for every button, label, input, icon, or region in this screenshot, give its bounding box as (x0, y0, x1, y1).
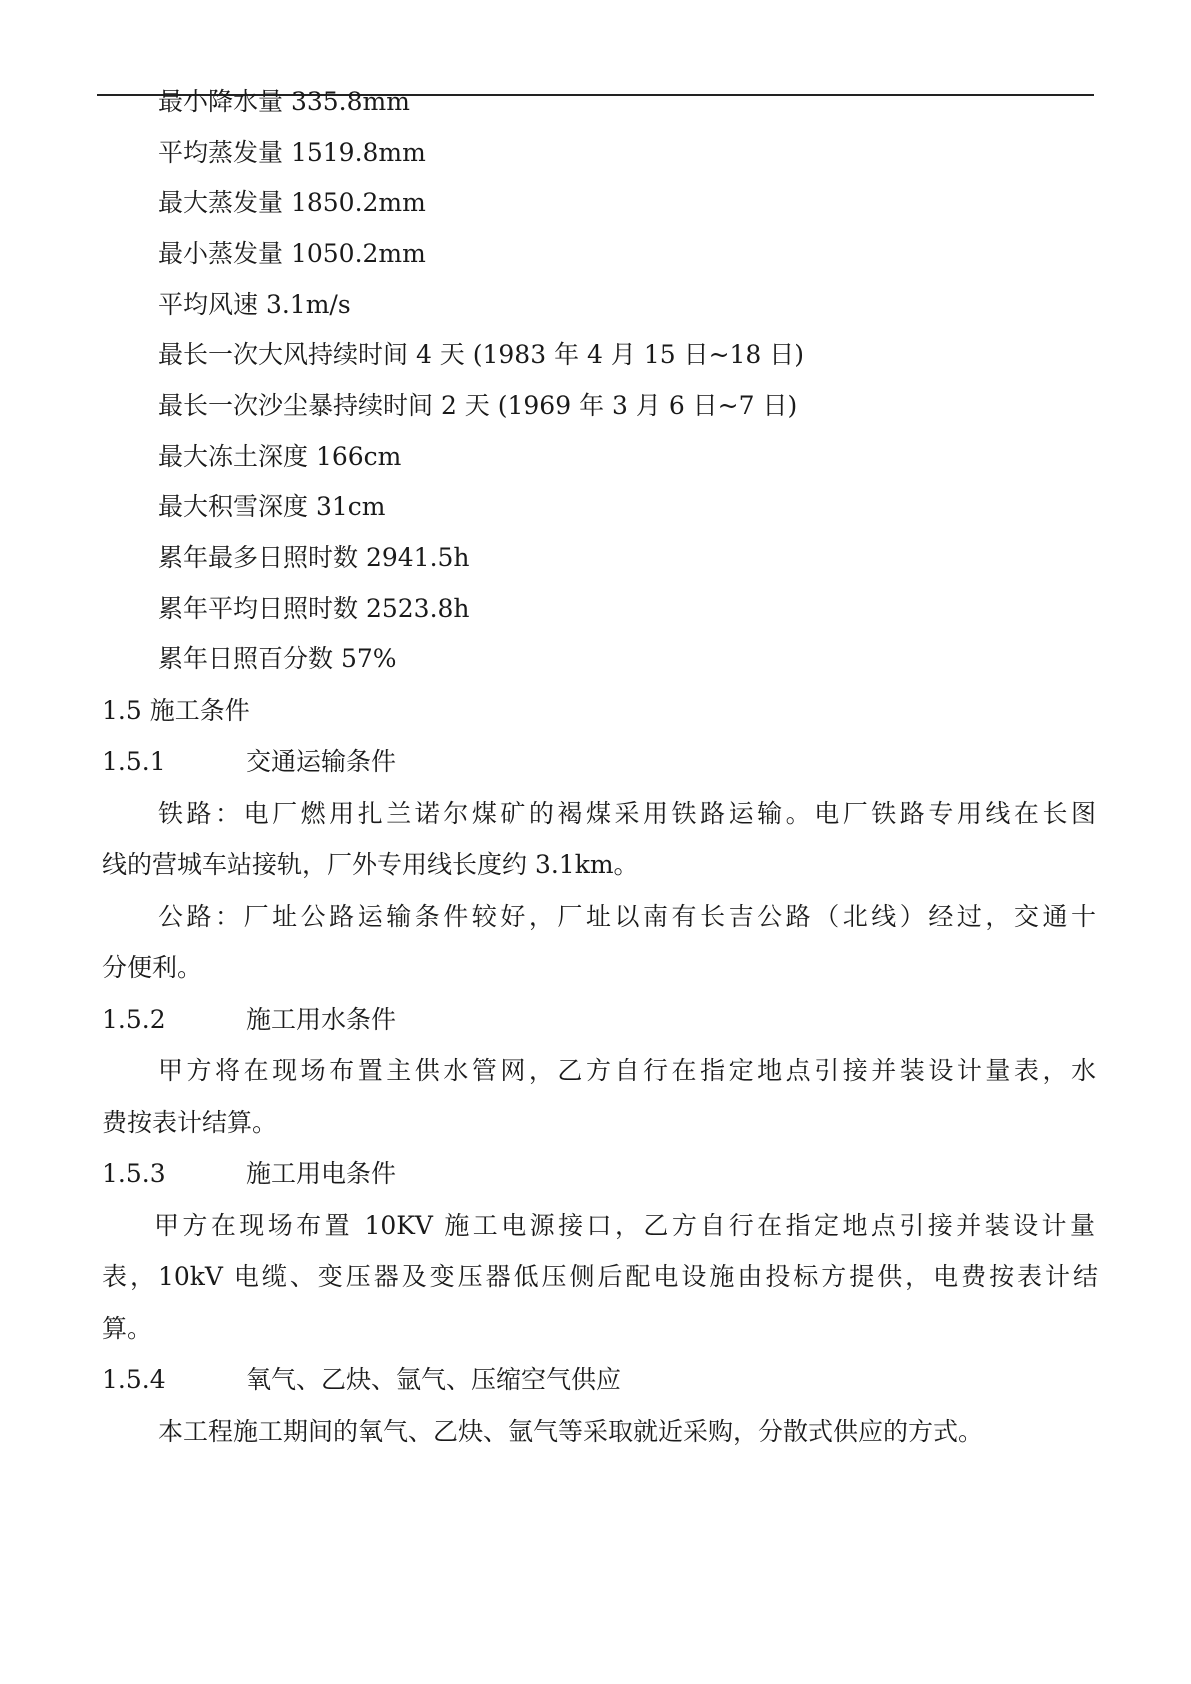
subsection-number: 1.5.3 (102, 1159, 166, 1188)
power-paragraph-line-2: 表，10kV 电缆、变压器及变压器低压侧后配电设施由投标方提供，电费按表计结 (102, 1262, 1098, 1291)
max-evaporation: 最大蒸发量 1850.2mm (158, 188, 426, 217)
subsection-number: 1.5.2 (102, 1005, 166, 1034)
subsection-heading-1-5-2 (102, 1005, 396, 1035)
longest-gale-duration: 最长一次大风持续时间 4 天 (1983 年 4 月 15 日~18 日) (158, 340, 805, 369)
railway-paragraph-line-1: 铁路：电厂燃用扎兰诺尔煤矿的褐煤采用铁路运输。电厂铁路专用线在长图 (158, 799, 1096, 828)
sunshine-percentage: 累年日照百分数 57% (158, 644, 397, 673)
min-evaporation: 最小蒸发量 1050.2mm (158, 239, 426, 268)
water-paragraph-line-1: 甲方将在现场布置主供水管网，乙方自行在指定地点引接并装设计量表，水 (158, 1056, 1096, 1085)
subsection-title: 氧气、乙炔、氩气、压缩空气供应 (246, 1365, 622, 1394)
min-precipitation: 最小降水量 335.8mm (158, 87, 410, 116)
subsection-title: 施工用电条件 (246, 1159, 397, 1188)
longest-sandstorm-duration: 最长一次沙尘暴持续时间 2 天 (1969 年 3 月 6 日~7 日) (158, 391, 798, 420)
section-heading-1-5: 1.5 施工条件 (102, 696, 250, 725)
subsection-title: 施工用水条件 (246, 1005, 397, 1034)
road-paragraph-line-1: 公路：厂址公路运输条件较好，厂址以南有长吉公路（北线）经过，交通十 (158, 902, 1096, 931)
railway-paragraph-line-2: 线的营城车站接轨，厂外专用线长度约 3.1km。 (102, 850, 639, 879)
subsection-number: 1.5.1 (102, 747, 166, 776)
avg-evaporation: 平均蒸发量 1519.8mm (158, 138, 426, 167)
max-snow-depth: 最大积雪深度 31cm (158, 492, 386, 521)
gas-supply-paragraph: 本工程施工期间的氧气、乙炔、氩气等采取就近采购，分散式供应的方式。 (158, 1417, 984, 1446)
water-paragraph-line-2: 费按表计结算。 (102, 1108, 278, 1137)
avg-wind-speed: 平均风速 3.1m/s (158, 290, 351, 319)
max-sunshine-hours: 累年最多日照时数 2941.5h (158, 543, 470, 572)
subsection-heading-1-5-3 (102, 1159, 396, 1189)
power-paragraph-line-3: 算。 (102, 1314, 153, 1343)
subsection-number: 1.5.4 (102, 1365, 166, 1394)
power-paragraph-line-1: 甲方在现场布置 10KV 施工电源接口，乙方自行在指定地点引接并装设计量 (154, 1211, 1095, 1240)
max-frozen-soil-depth: 最大冻土深度 166cm (158, 442, 402, 471)
subsection-title: 交通运输条件 (246, 747, 397, 776)
avg-sunshine-hours: 累年平均日照时数 2523.8h (158, 594, 470, 623)
subsection-heading-1-5-4 (102, 1365, 621, 1395)
subsection-heading-1-5-1 (102, 747, 396, 777)
road-paragraph-line-2: 分便利。 (102, 953, 203, 982)
